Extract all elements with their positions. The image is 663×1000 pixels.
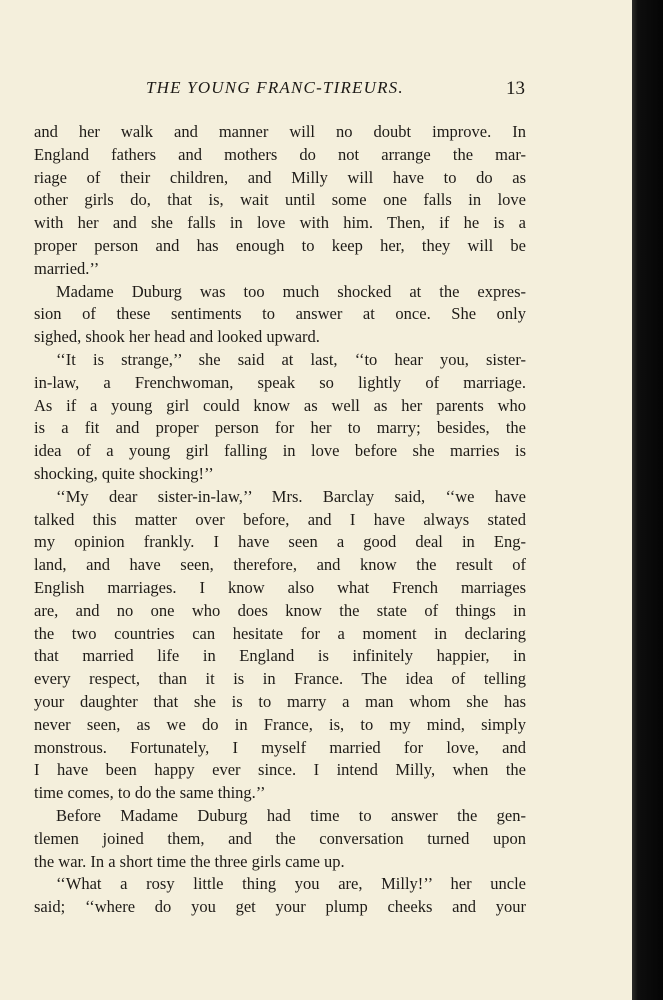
text-line: sion of these sentiments to answer at once. She only [34,304,526,324]
text-line: Madame Duburg was too much shocked at the expres- [56,281,526,301]
body-text [34,121,526,919]
running-head-title: THE YOUNG FRANC-TIREURS. [146,78,404,97]
text-line: As if a young girl could know as well as her parents who [34,395,526,415]
text-line: Before Madame Duburg had time to answer the gen- [56,805,526,825]
text-line: is a fit and proper person for her to marry; besides, the [34,418,526,438]
text-line: the war. In a short time the three girls came up. [34,851,345,871]
text-line: other girls do, that is, wait until some one falls in love [34,190,526,210]
text-line: with her and she falls in love with him. Then, if he is a [34,213,526,233]
text-line: sighed, shook her head and looked upward. [34,327,320,347]
text-line: are, and no one who does know the state of things in [34,600,526,620]
text-line: I have been happy ever since. I intend Milly, when the [34,760,526,780]
text-line: land, and have seen, therefore, and know the result of [34,555,526,575]
text-line: time comes, to do the same thing.’’ [34,783,266,803]
text-line: tlemen joined them, and the conversation turned upon [34,828,526,848]
book-spine-edge [632,0,663,1000]
text-line: proper person and has enough to keep her, they will be [34,235,526,255]
page-number: 13 [506,78,525,99]
text-line: ‘‘My dear sister-in-law,’’ Mrs. Barclay said, ‘‘we have [56,486,526,506]
text-line: and her walk and manner will no doubt improve. In [34,122,526,141]
text-line: ‘‘What a rosy little thing you are, Milly!’’ her uncle [56,874,526,894]
text-line: idea of a young girl falling in love before she marries is [34,441,526,461]
text-line: that married life in England is infinitely happier, in [34,646,526,666]
text-line: every respect, than it is in France. The idea of telling [34,669,526,689]
text-line: talked this matter over before, and I have always stated [34,509,526,529]
text-line: my opinion frankly. I have seen a good deal in Eng- [34,532,526,552]
text-line: in-law, a Frenchwoman, speak so lightly of marriage. [34,372,526,392]
text-line: monstrous. Fortunately, I myself married for love, and [34,737,526,757]
text-line: said; ‘‘where do you get your plump cheeks and your [34,897,526,917]
text-line: England fathers and mothers do not arrange the mar- [34,144,526,164]
text-line: never seen, as we do in France, is, to my mind, simply [34,714,526,734]
text-line: married.’’ [34,258,100,278]
text-line: your daughter that she is to marry a man whom she has [34,691,526,711]
text-line: riage of their children, and Milly will have to do as [34,167,526,187]
text-line: shocking, quite shocking!’’ [34,463,214,483]
text-line: ‘‘It is strange,’’ she said at last, ‘‘to hear you, sister- [56,349,526,369]
text-line: English marriages. I know also what French marriages [34,577,526,597]
text-line: the two countries can hesitate for a moment in declaring [34,623,526,643]
